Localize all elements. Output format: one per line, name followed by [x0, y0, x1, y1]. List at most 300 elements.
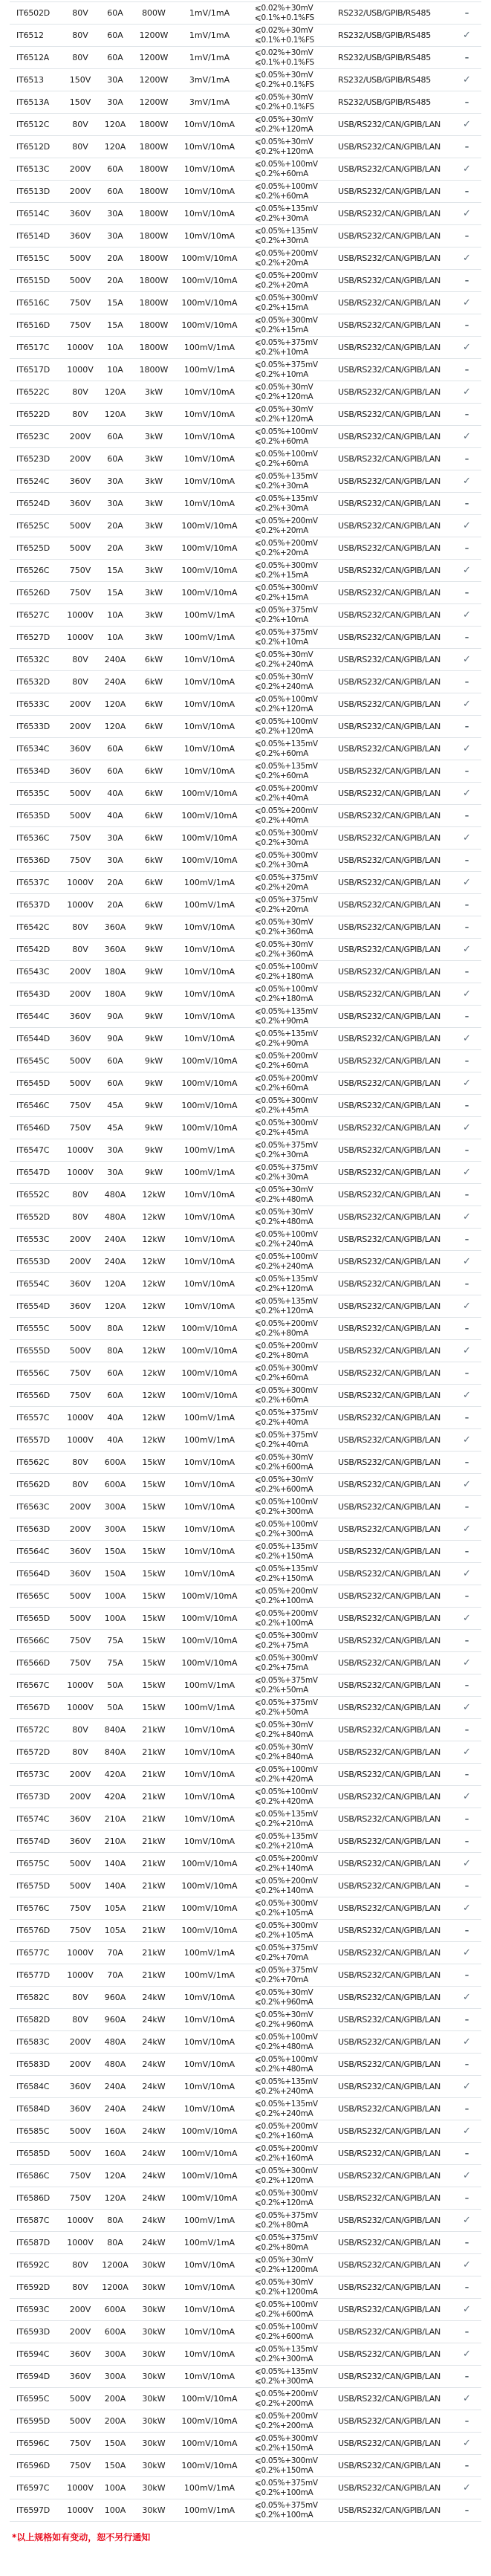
power-cell: 21kW — [142, 1814, 166, 1824]
model-cell: IT6585D — [16, 2149, 51, 2158]
table-row — [10, 960, 481, 983]
model-cell: IT6537C — [16, 878, 50, 887]
check-icon: ✓ — [463, 1301, 471, 1312]
resolution-cell: 100mV/10mA — [181, 1903, 238, 1913]
table-row — [10, 2053, 481, 2075]
accuracy-cell — [243, 93, 338, 111]
current-cell: 150A — [104, 2461, 126, 2470]
interfaces-cell: USB/RS232/CAN/GPIB/LAN — [338, 1658, 440, 1668]
voltage-accuracy: ⩽0.05%+135mV — [255, 1564, 318, 1573]
accuracy-cell — [243, 472, 338, 491]
table-row — [10, 693, 481, 715]
accuracy-cell — [243, 1832, 338, 1851]
accuracy-cell — [243, 2389, 338, 2408]
availability-cell — [452, 2016, 481, 2024]
model-cell: IT6556D — [16, 1391, 51, 1400]
availability-cell — [452, 30, 481, 40]
current-accuracy: ⩽0.2%+40mA — [255, 815, 309, 825]
current-accuracy: ⩽0.2%+50mA — [255, 1707, 309, 1717]
table-row — [10, 1206, 481, 1228]
availability-cell — [452, 1592, 481, 1600]
current-accuracy: ⩽0.2%+15mA — [255, 302, 309, 312]
interfaces-cell: USB/RS232/CAN/GPIB/LAN — [338, 187, 440, 196]
current-accuracy: ⩽0.2%+150mA — [255, 1551, 313, 1561]
voltage-accuracy: ⩽0.05%+300mV — [255, 2434, 318, 2443]
current-cell: 1200A — [102, 2260, 129, 2270]
check-icon: ✓ — [463, 1122, 471, 1133]
voltage-accuracy: ⩽0.05%+135mV — [255, 1029, 318, 1038]
interfaces-cell: USB/RS232/CAN/GPIB/LAN — [338, 1012, 440, 1021]
resolution-cell: 100mV/10mA — [181, 298, 238, 308]
power-cell: 15kW — [142, 1457, 166, 1467]
current-cell: 30A — [107, 231, 123, 241]
power-cell: 21kW — [142, 1792, 166, 1802]
model-cell: IT6596D — [16, 2461, 51, 2470]
power-cell: 15kW — [142, 1502, 166, 1512]
accuracy-cell — [243, 1052, 338, 1070]
voltage-cell: 500V — [69, 789, 91, 798]
availability-cell — [452, 1480, 481, 1489]
voltage-accuracy: ⩽0.05%+30mV — [255, 1475, 313, 1484]
power-cell: 12kW — [142, 1413, 166, 1423]
availability-cell — [452, 1212, 481, 1222]
availability-cell — [452, 1057, 481, 1065]
resolution-cell: 10mV/10mA — [183, 945, 235, 954]
power-cell: 3kW — [144, 387, 163, 397]
voltage-accuracy: ⩽0.05%+30mV — [255, 2010, 313, 2019]
availability-cell — [452, 1034, 481, 1043]
accuracy-cell — [243, 450, 338, 468]
check-icon: ✓ — [463, 743, 471, 754]
accuracy-cell — [243, 1163, 338, 1182]
voltage-cell: 500V — [69, 1346, 91, 1356]
dash-icon: – — [464, 1145, 469, 1155]
current-accuracy: ⩽0.2%+80mA — [255, 1350, 309, 1360]
check-icon: ✓ — [463, 1434, 471, 1446]
resolution-cell: 10mV/10mA — [183, 1257, 235, 1266]
current-cell: 160A — [104, 2126, 126, 2136]
voltage-accuracy: ⩽0.05%+100mV — [255, 182, 318, 191]
accuracy-cell — [243, 1654, 338, 1672]
accuracy-cell — [243, 1966, 338, 1984]
interfaces-cell: USB/RS232/CAN/GPIB/LAN — [338, 2193, 440, 2203]
dash-icon: – — [464, 1547, 469, 1556]
table-row — [10, 1339, 481, 1362]
voltage-cell: 360V — [69, 2372, 91, 2381]
table-row — [10, 269, 481, 291]
interfaces-cell: USB/RS232/CAN/GPIB/LAN — [338, 2372, 440, 2381]
power-cell: 12kW — [142, 1234, 166, 1244]
availability-cell — [452, 187, 481, 195]
accuracy-cell — [243, 137, 338, 156]
model-cell: IT6573D — [16, 1792, 51, 1802]
voltage-accuracy: ⩽0.05%+200mV — [255, 1319, 318, 1328]
resolution-cell: 3mV/1mA — [189, 97, 230, 107]
accuracy-cell — [243, 1141, 338, 1159]
interfaces-cell: USB/RS232/CAN/GPIB/LAN — [338, 1279, 440, 1289]
voltage-cell: 1000V — [67, 2505, 94, 2515]
interfaces-cell: USB/RS232/CAN/GPIB/LAN — [338, 387, 440, 397]
availability-cell — [452, 1458, 481, 1466]
accuracy-cell — [243, 427, 338, 446]
current-accuracy: ⩽0.2%+120mA — [255, 146, 313, 156]
check-icon: ✓ — [463, 1479, 471, 1490]
table-row — [10, 1919, 481, 1941]
current-accuracy: ⩽0.2%+210mA — [255, 1841, 313, 1851]
table-row — [10, 1228, 481, 1250]
resolution-cell: 100mV/10mA — [181, 2439, 238, 2448]
resolution-cell: 100mV/1mA — [183, 365, 235, 375]
current-accuracy: ⩽0.2%+120mA — [255, 1306, 313, 1315]
dash-icon: – — [464, 1502, 469, 1512]
specs-table — [10, 1, 481, 2522]
current-accuracy: ⩽0.2%+140mA — [255, 1886, 313, 1895]
current-accuracy: ⩽0.2%+100mA — [255, 2488, 313, 2497]
accuracy-cell — [243, 1408, 338, 1427]
accuracy-cell — [243, 2077, 338, 2096]
model-cell: IT6557D — [16, 1435, 51, 1445]
current-cell: 180A — [104, 967, 126, 977]
voltage-cell: 750V — [69, 588, 91, 598]
interfaces-cell: USB/RS232/CAN/GPIB/LAN — [338, 1324, 440, 1333]
voltage-accuracy: ⩽0.05%+135mV — [255, 740, 318, 748]
voltage-cell: 1000V — [67, 1435, 94, 1445]
current-accuracy: ⩽0.2%+960mA — [255, 2019, 313, 2029]
interfaces-cell: USB/RS232/CAN/GPIB/LAN — [338, 922, 440, 932]
table-row — [10, 403, 481, 425]
current-cell: 120A — [104, 1279, 126, 1289]
table-row — [10, 1161, 481, 1183]
voltage-cell: 750V — [69, 1903, 91, 1913]
availability-cell — [452, 298, 481, 308]
voltage-accuracy: ⩽0.02%+30mV — [255, 48, 313, 57]
resolution-cell: 10mV/10mA — [183, 164, 235, 174]
power-cell: 9kW — [144, 1012, 163, 1021]
interfaces-cell: USB/RS232/CAN/GPIB/LAN — [338, 1435, 440, 1445]
power-cell: 30kW — [142, 2394, 166, 2404]
check-icon: ✓ — [463, 699, 471, 710]
model-cell: IT6596C — [16, 2439, 50, 2448]
interfaces-cell: USB/RS232/CAN/GPIB/LAN — [338, 1145, 440, 1155]
resolution-cell: 100mV/1mA — [183, 900, 235, 910]
table-row — [10, 2499, 481, 2521]
accuracy-cell — [243, 1854, 338, 1873]
accuracy-cell — [243, 1564, 338, 1583]
accuracy-cell — [243, 182, 338, 201]
resolution-cell: 10mV/10mA — [183, 1524, 235, 1534]
table-row — [10, 135, 481, 158]
voltage-cell: 80V — [72, 922, 88, 932]
current-cell: 600A — [104, 2327, 126, 2337]
interfaces-cell: USB/RS232/CAN/GPIB/LAN — [338, 2126, 440, 2136]
availability-cell — [452, 1882, 481, 1890]
interfaces-cell: USB/RS232/CAN/GPIB/LAN — [338, 2260, 440, 2270]
voltage-accuracy: ⩽0.05%+200mV — [255, 539, 318, 548]
current-accuracy: ⩽0.2%+120mA — [255, 726, 313, 736]
current-cell: 50A — [107, 1703, 123, 1712]
current-accuracy: ⩽0.2%+15mA — [255, 325, 309, 334]
availability-cell — [452, 901, 481, 909]
availability-cell — [452, 2216, 481, 2225]
check-icon: ✓ — [463, 431, 471, 442]
availability-cell — [452, 1637, 481, 1645]
accuracy-cell — [243, 115, 338, 134]
voltage-accuracy: ⩽0.05%+300mV — [255, 561, 318, 570]
interfaces-cell: USB/RS232/CAN/GPIB/LAN — [338, 1926, 440, 1935]
voltage-accuracy: ⩽0.05%+30mV — [255, 405, 313, 414]
table-row — [10, 113, 481, 135]
current-cell: 120A — [104, 1301, 126, 1311]
current-accuracy: ⩽0.2%+150mA — [255, 1573, 313, 1583]
check-icon: ✓ — [463, 1613, 471, 1624]
voltage-accuracy: ⩽0.05%+300mV — [255, 1096, 318, 1105]
current-cell: 100A — [104, 2505, 126, 2515]
model-cell: IT6525C — [16, 521, 50, 531]
interfaces-cell: USB/RS232/CAN/GPIB/LAN — [338, 343, 440, 352]
voltage-cell: 750V — [69, 298, 91, 308]
check-icon: ✓ — [463, 1992, 471, 2003]
availability-cell — [452, 1524, 481, 1534]
table-row — [10, 2387, 481, 2410]
accuracy-cell — [243, 1074, 338, 1093]
accuracy-cell — [243, 896, 338, 914]
availability-cell — [452, 209, 481, 219]
voltage-cell: 360V — [69, 1836, 91, 1846]
voltage-accuracy: ⩽0.05%+135mV — [255, 1297, 318, 1306]
interfaces-cell: USB/RS232/CAN/GPIB/LAN — [338, 722, 440, 731]
accuracy-cell — [243, 494, 338, 513]
accuracy-cell — [243, 1475, 338, 1494]
dash-icon: – — [464, 187, 469, 196]
current-accuracy: ⩽0.2%+120mA — [255, 124, 313, 134]
interfaces-cell: USB/RS232/CAN/GPIB/LAN — [338, 1123, 440, 1133]
accuracy-cell — [243, 2367, 338, 2386]
voltage-accuracy: ⩽0.05%+30mV — [255, 918, 313, 927]
model-cell: IT6563C — [16, 1502, 50, 1512]
table-row — [10, 1852, 481, 1874]
power-cell: 6kW — [144, 833, 163, 843]
current-accuracy: ⩽0.2%+120mA — [255, 414, 313, 424]
current-accuracy: ⩽0.2%+40mA — [255, 1440, 309, 1449]
current-accuracy: ⩽0.2%+10mA — [255, 637, 309, 647]
power-cell: 3kW — [144, 410, 163, 419]
voltage-cell: 750V — [69, 320, 91, 330]
accuracy-cell — [243, 1029, 338, 1048]
resolution-cell: 100mV/10mA — [181, 1636, 238, 1645]
voltage-accuracy: ⩽0.05%+30mV — [255, 2278, 313, 2287]
voltage-accuracy: ⩽0.05%+30mV — [255, 1743, 313, 1752]
resolution-cell: 10mV/10mA — [183, 2260, 235, 2270]
dash-icon: – — [464, 1279, 469, 1289]
voltage-accuracy: ⩽0.02%+30mV — [255, 26, 313, 35]
voltage-cell: 500V — [69, 2149, 91, 2158]
accuracy-cell — [243, 1007, 338, 1026]
availability-cell — [452, 678, 481, 686]
interfaces-cell: USB/RS232/CAN/GPIB/LAN — [338, 655, 440, 664]
voltage-accuracy: ⩽0.05%+135mV — [255, 2345, 318, 2354]
current-accuracy: ⩽0.2%+300mA — [255, 1529, 313, 1538]
model-cell: IT6535C — [16, 789, 50, 798]
current-cell: 60A — [107, 454, 123, 464]
model-cell: IT6583D — [16, 2059, 51, 2069]
availability-cell — [452, 366, 481, 374]
check-icon: ✓ — [463, 1345, 471, 1356]
interfaces-cell: USB/RS232/CAN/GPIB/LAN — [338, 521, 440, 531]
voltage-cell: 200V — [69, 164, 91, 174]
current-cell: 90A — [107, 1034, 123, 1043]
voltage-cell: 750V — [69, 855, 91, 865]
resolution-cell: 100mV/1mA — [183, 1168, 235, 1177]
voltage-cell: 360V — [69, 1569, 91, 1579]
voltage-accuracy: ⩽0.05%+375mV — [255, 1966, 318, 1975]
interfaces-cell: USB/RS232/CAN/GPIB/LAN — [338, 164, 440, 174]
table-row — [10, 2298, 481, 2320]
power-cell: 3kW — [144, 521, 163, 531]
power-cell: 21kW — [142, 1747, 166, 1757]
current-accuracy: ⩽0.2%+30mA — [255, 236, 309, 245]
availability-cell — [452, 1346, 481, 1356]
power-cell: 9kW — [144, 1078, 163, 1088]
voltage-accuracy: ⩽0.05%+300mV — [255, 1386, 318, 1395]
voltage-cell: 360V — [69, 1034, 91, 1043]
accuracy-cell — [243, 561, 338, 580]
interfaces-cell: USB/RS232/CAN/GPIB/LAN — [338, 1725, 440, 1735]
power-cell: 30kW — [142, 2461, 166, 2470]
power-cell: 9kW — [144, 945, 163, 954]
current-cell: 480A — [104, 1190, 126, 1200]
table-row — [10, 358, 481, 381]
dash-icon: – — [464, 967, 469, 977]
current-cell: 200A — [104, 2416, 126, 2426]
resolution-cell: 10mV/10mA — [183, 2349, 235, 2359]
current-accuracy: ⩽0.2%+60mA — [255, 1395, 309, 1405]
table-row — [10, 1295, 481, 1317]
model-cell: IT6573C — [16, 1770, 50, 1779]
dash-icon: – — [464, 454, 469, 464]
accuracy-cell — [243, 1810, 338, 1828]
interfaces-cell: USB/RS232/CAN/GPIB/LAN — [338, 1591, 440, 1601]
accuracy-cell — [243, 918, 338, 936]
interfaces-cell: USB/RS232/CAN/GPIB/LAN — [338, 2505, 440, 2515]
current-accuracy: ⩽0.2%+480mA — [255, 1194, 313, 1204]
model-cell: IT6582C — [16, 1993, 50, 2002]
check-icon: ✓ — [463, 342, 471, 353]
voltage-cell: 1000V — [67, 1703, 94, 1712]
voltage-cell: 750V — [69, 1926, 91, 1935]
voltage-cell: 360V — [69, 1301, 91, 1311]
table-row — [10, 2365, 481, 2387]
interfaces-cell: USB/RS232/CAN/GPIB/LAN — [338, 2439, 440, 2448]
voltage-cell: 200V — [69, 699, 91, 709]
power-cell: 12kW — [142, 1435, 166, 1445]
availability-cell — [452, 2283, 481, 2291]
table-row — [10, 1629, 481, 1651]
accuracy-cell — [243, 2256, 338, 2274]
power-cell: 1200W — [139, 97, 169, 107]
resolution-cell: 100mV/10mA — [181, 2126, 238, 2136]
model-cell: IT6526C — [16, 566, 50, 575]
current-accuracy: ⩽0.2%+40mA — [255, 793, 309, 803]
current-cell: 30A — [107, 75, 123, 85]
dash-icon: – — [464, 142, 469, 152]
interfaces-cell: USB/RS232/CAN/GPIB/LAN — [338, 699, 440, 709]
table-row — [10, 1651, 481, 1674]
model-cell: IT6524C — [16, 476, 50, 486]
current-accuracy: ⩽0.2%+160mA — [255, 2131, 313, 2140]
voltage-accuracy: ⩽0.05%+100mV — [255, 2323, 318, 2331]
power-cell: 3kW — [144, 566, 163, 575]
accuracy-cell — [243, 695, 338, 713]
voltage-accuracy: ⩽0.05%+200mV — [255, 1877, 318, 1886]
accuracy-cell — [243, 26, 338, 45]
model-cell: IT6536C — [16, 833, 50, 843]
voltage-accuracy: ⩽0.05%+100mV — [255, 2300, 318, 2309]
voltage-cell: 1000V — [67, 2238, 94, 2247]
power-cell: 24kW — [142, 2104, 166, 2114]
resolution-cell: 10mV/10mA — [183, 1770, 235, 1779]
resolution-cell: 10mV/10mA — [183, 1234, 235, 1244]
table-row — [10, 1986, 481, 2008]
current-cell: 180A — [104, 989, 126, 999]
voltage-accuracy: ⩽0.05%+100mV — [255, 962, 318, 971]
voltage-cell: 200V — [69, 2059, 91, 2069]
interfaces-cell: RS232/USB/GPIB/RS485 — [338, 75, 431, 85]
accuracy-cell — [243, 271, 338, 290]
voltage-cell: 1000V — [67, 900, 94, 910]
voltage-cell: 200V — [69, 432, 91, 441]
voltage-cell: 1000V — [67, 610, 94, 620]
current-accuracy: ⩽0.2%+100mA — [255, 1596, 313, 1605]
voltage-accuracy: ⩽0.05%+375mV — [255, 1163, 318, 1172]
model-cell: IT6567C — [16, 1680, 50, 1690]
table-row — [10, 1072, 481, 1094]
power-cell: 30kW — [142, 2305, 166, 2314]
voltage-accuracy: ⩽0.05%+300mV — [255, 1899, 318, 1908]
interfaces-cell: USB/RS232/CAN/GPIB/LAN — [338, 900, 440, 910]
check-icon: ✓ — [463, 2126, 471, 2137]
availability-cell — [452, 2171, 481, 2181]
table-row — [10, 224, 481, 247]
power-cell: 1800W — [139, 320, 169, 330]
model-cell: IT6576D — [16, 1926, 51, 1935]
current-accuracy: ⩽0.2%+60mA — [255, 1373, 309, 1382]
current-accuracy: ⩽0.2%+20mA — [255, 904, 309, 914]
table-row — [10, 1696, 481, 1718]
resolution-cell: 10mV/10mA — [183, 476, 235, 486]
availability-cell — [452, 1146, 481, 1154]
power-cell: 12kW — [142, 1301, 166, 1311]
availability-cell — [452, 945, 481, 954]
resolution-cell: 100mV/10mA — [181, 2149, 238, 2158]
accuracy-cell — [243, 1743, 338, 1761]
table-row — [10, 760, 481, 782]
current-cell: 60A — [107, 1078, 123, 1088]
voltage-accuracy: ⩽0.05%+200mV — [255, 2412, 318, 2421]
current-accuracy: ⩽0.2%+1200mA — [255, 2265, 318, 2274]
current-cell: 480A — [104, 2059, 126, 2069]
voltage-accuracy: ⩽0.05%+100mV — [255, 2055, 318, 2064]
power-cell: 12kW — [142, 1257, 166, 1266]
interfaces-cell: USB/RS232/CAN/GPIB/LAN — [338, 2305, 440, 2314]
check-icon: ✓ — [463, 208, 471, 219]
power-cell: 1800W — [139, 187, 169, 196]
current-cell: 80A — [107, 2238, 123, 2247]
current-cell: 120A — [104, 2171, 126, 2181]
current-accuracy: ⩽0.2%+120mA — [255, 1284, 313, 1293]
current-accuracy: ⩽0.2%+30mA — [255, 1150, 309, 1159]
accuracy-cell — [243, 2055, 338, 2074]
accuracy-cell — [243, 2456, 338, 2475]
